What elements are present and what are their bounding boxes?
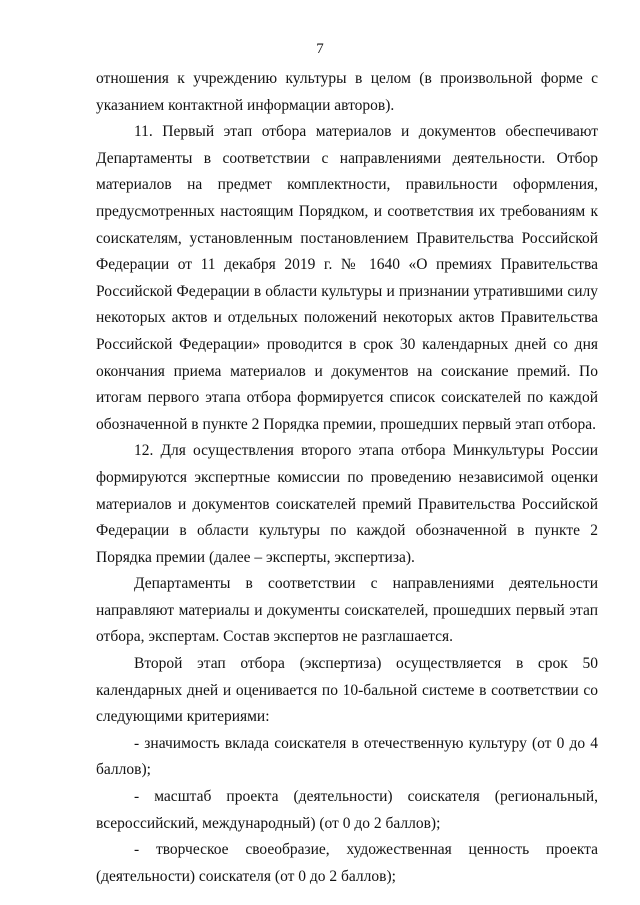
paragraph-item-12: 12. Для осуществления второго этапа отбора Минкультуры России формируются экспертные комиссии по проведению независимой оценки материалов и документов соискателей премий Правительства Российской Федерации в области культуры по каждой обозначенной в пункте 2 Порядка премии (далее – эксперты, экспертиза). [96,442,598,566]
criterion-creativity: - творческое своеобразие, художественная ценность проекта (деятельности) соискателя (от 0 до 2 баллов); [96,841,598,885]
paragraph-item-11: 11. Первый этап отбора материалов и документов обеспечивают Департаменты в соответствии с направлениями деятельности. Отбор материалов на предмет комплектности, правильности оформления, предусмотренных настоящим Порядком, и соответствия их требованиям к соискателям, установленным постановлением Правительства Российской Федерации от 11 декабря 2019 г. № 1640 «О премиях Правительства Российской Федерации в области культуры и признании утратившими силу некоторых актов и отдельных положений некоторых актов Правительства Российской Федерации» проводится в срок 30 календарных дней со дня окончания приема материалов и документов на соискание премий. По итогам первого этапа отбора формируется список соискателей по каждой обозначенной в пункте 2 Порядка премии, прошедших первый этап отбора. [96,123,598,433]
paragraph-second-stage: Второй этап отбора (экспертиза) осуществляется в срок 50 календарных дней и оценивается по 10-бальной системе в соответствии со следующими критериями: [96,655,598,726]
paragraph-departments: Департаменты в соответствии с направлениями деятельности направляют материалы и документы соискателей, прошедших первый этап отбора, экспертам. Состав экспертов не разглашается. [96,575,598,646]
page-number: 7 [316,41,324,57]
document-body [96,66,598,890]
paragraph-continuation: отношения к учреждению культуры в целом (в произвольной форме с указанием контактной информации авторов). [96,70,598,114]
criterion-scale: - масштаб проекта (деятельности) соискателя (региональный, всероссийский, международный) (от 0 до 2 баллов); [96,788,598,832]
criterion-significance: - значимость вклада соискателя в отечественную культуру (от 0 до 4 баллов); [96,734,598,779]
